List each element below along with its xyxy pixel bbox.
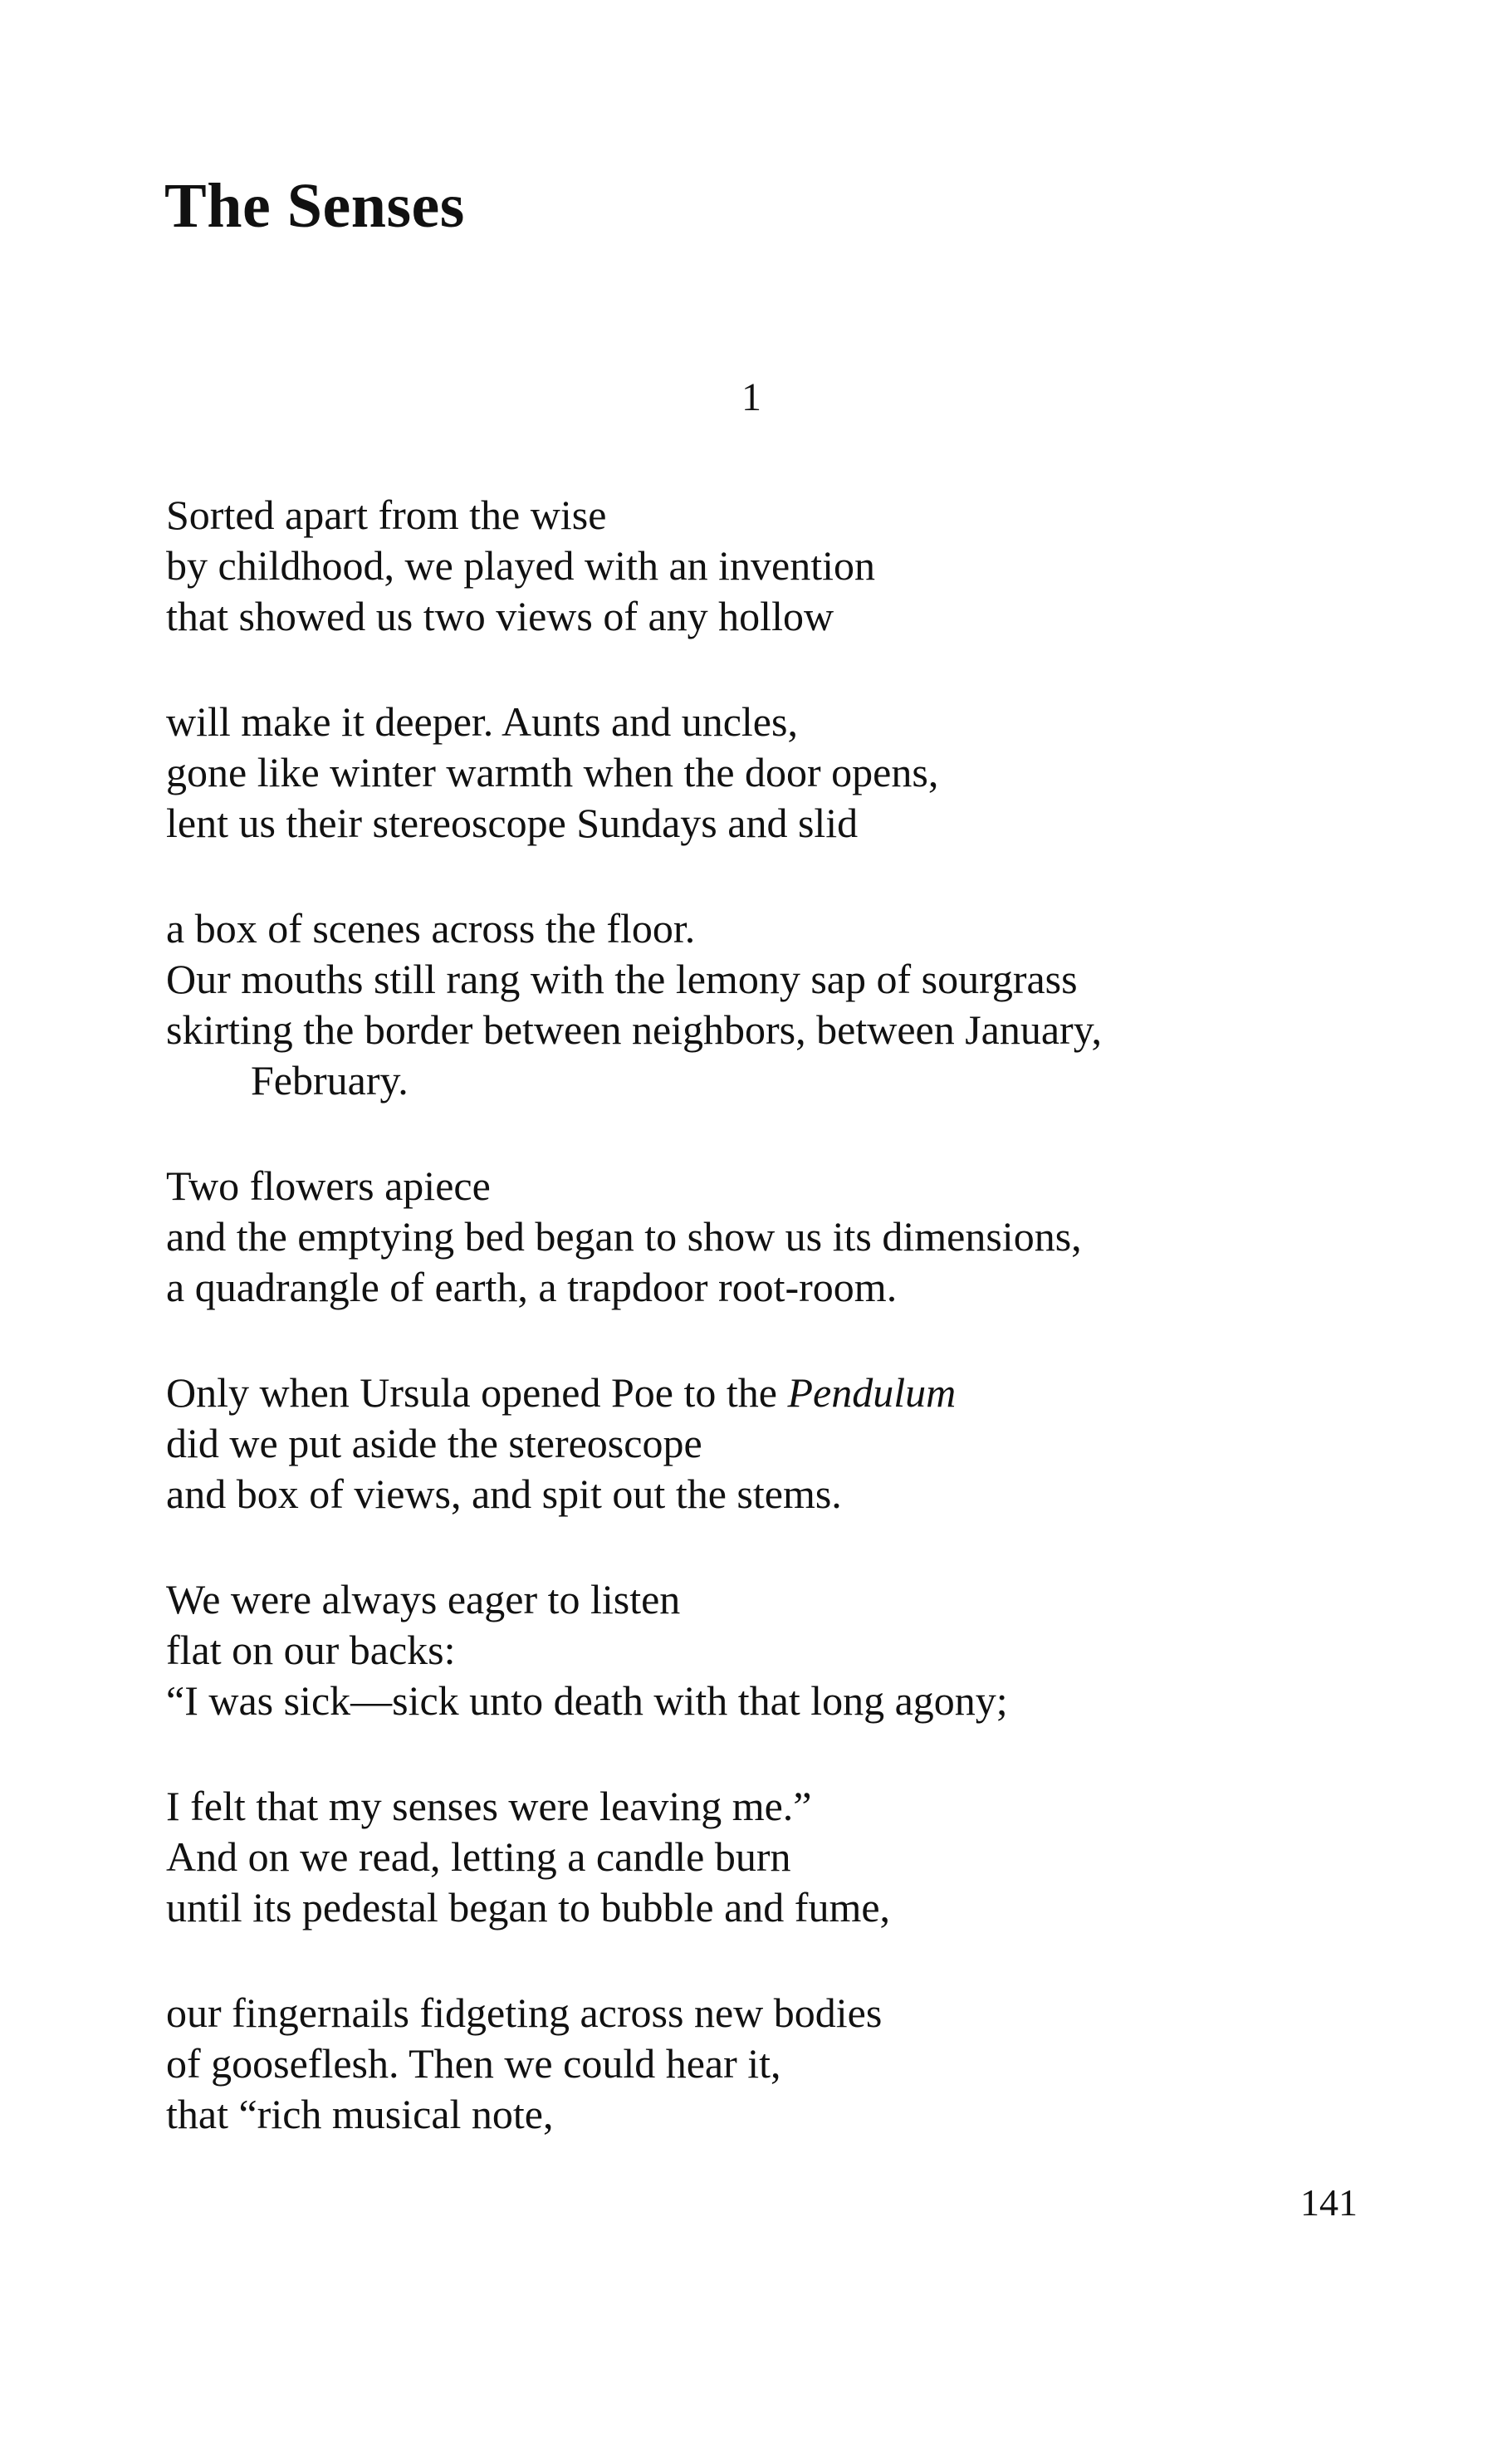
poem-line: We were always eager to listen xyxy=(166,1576,681,1622)
poem-line: until its pedestal began to bubble and fume, xyxy=(166,1884,891,1931)
poem-line: Two flowers apiece xyxy=(166,1162,491,1209)
poem-line: a quadrangle of earth, a trapdoor root-room. xyxy=(166,1264,898,1310)
stanza-7 xyxy=(166,1781,1412,1933)
stanza-4 xyxy=(166,1161,1412,1313)
poem-line: will make it deeper. Aunts and uncles, xyxy=(166,698,798,745)
poem-line: “I was sick—sick unto death with that long agony; xyxy=(166,1677,1008,1724)
poem-line: And on we read, letting a candle burn xyxy=(166,1833,791,1880)
stanza-6 xyxy=(166,1574,1412,1726)
poem-line: that showed us two views of any hollow xyxy=(166,593,834,639)
stanza-3 xyxy=(166,903,1412,1106)
poem-line: of gooseflesh. Then we could hear it, xyxy=(166,2040,781,2087)
stanza-1 xyxy=(166,490,1412,642)
poem-line xyxy=(166,1368,1412,1418)
poem-line: our fingernails fidgeting across new bodies xyxy=(166,1989,883,2036)
poem-line: skirting the border between neighbors, between January, xyxy=(166,1006,1102,1053)
poem-line: did we put aside the stereoscope xyxy=(166,1420,702,1466)
poem-title: The Senses xyxy=(164,171,465,241)
poem-line: Our mouths still rang with the lemony sap of sourgrass xyxy=(166,956,1078,1002)
stanza-2 xyxy=(166,697,1412,849)
poem-body xyxy=(166,490,1412,2195)
poem-line: that “rich musical note, xyxy=(166,2091,554,2137)
stanza-8 xyxy=(166,1988,1412,2140)
page-number: 141 xyxy=(1300,2181,1358,2224)
poem-line: by childhood, we played with an invention xyxy=(166,542,876,589)
poem-line: and box of views, and spit out the stems. xyxy=(166,1471,842,1517)
poem-line: a box of scenes across the floor. xyxy=(166,905,696,952)
poem-line: I felt that my senses were leaving me.” xyxy=(166,1783,812,1829)
stanza-5 xyxy=(166,1368,1412,1520)
italic-title-reference: Pendulum xyxy=(787,1369,957,1416)
poem-line: Sorted apart from the wise xyxy=(166,492,607,538)
poem-line-text: Only when Ursula opened Poe to the xyxy=(166,1369,788,1416)
poem-line: gone like winter warmth when the door opens, xyxy=(166,749,939,795)
section-number: 1 xyxy=(741,375,761,419)
poem-line-turnover: February. xyxy=(251,1057,409,1104)
poem-line: and the emptying bed began to show us its dimensions, xyxy=(166,1213,1082,1260)
poem-line: flat on our backs: xyxy=(166,1627,456,1673)
poem-line: lent us their stereoscope Sundays and slid xyxy=(166,800,859,846)
